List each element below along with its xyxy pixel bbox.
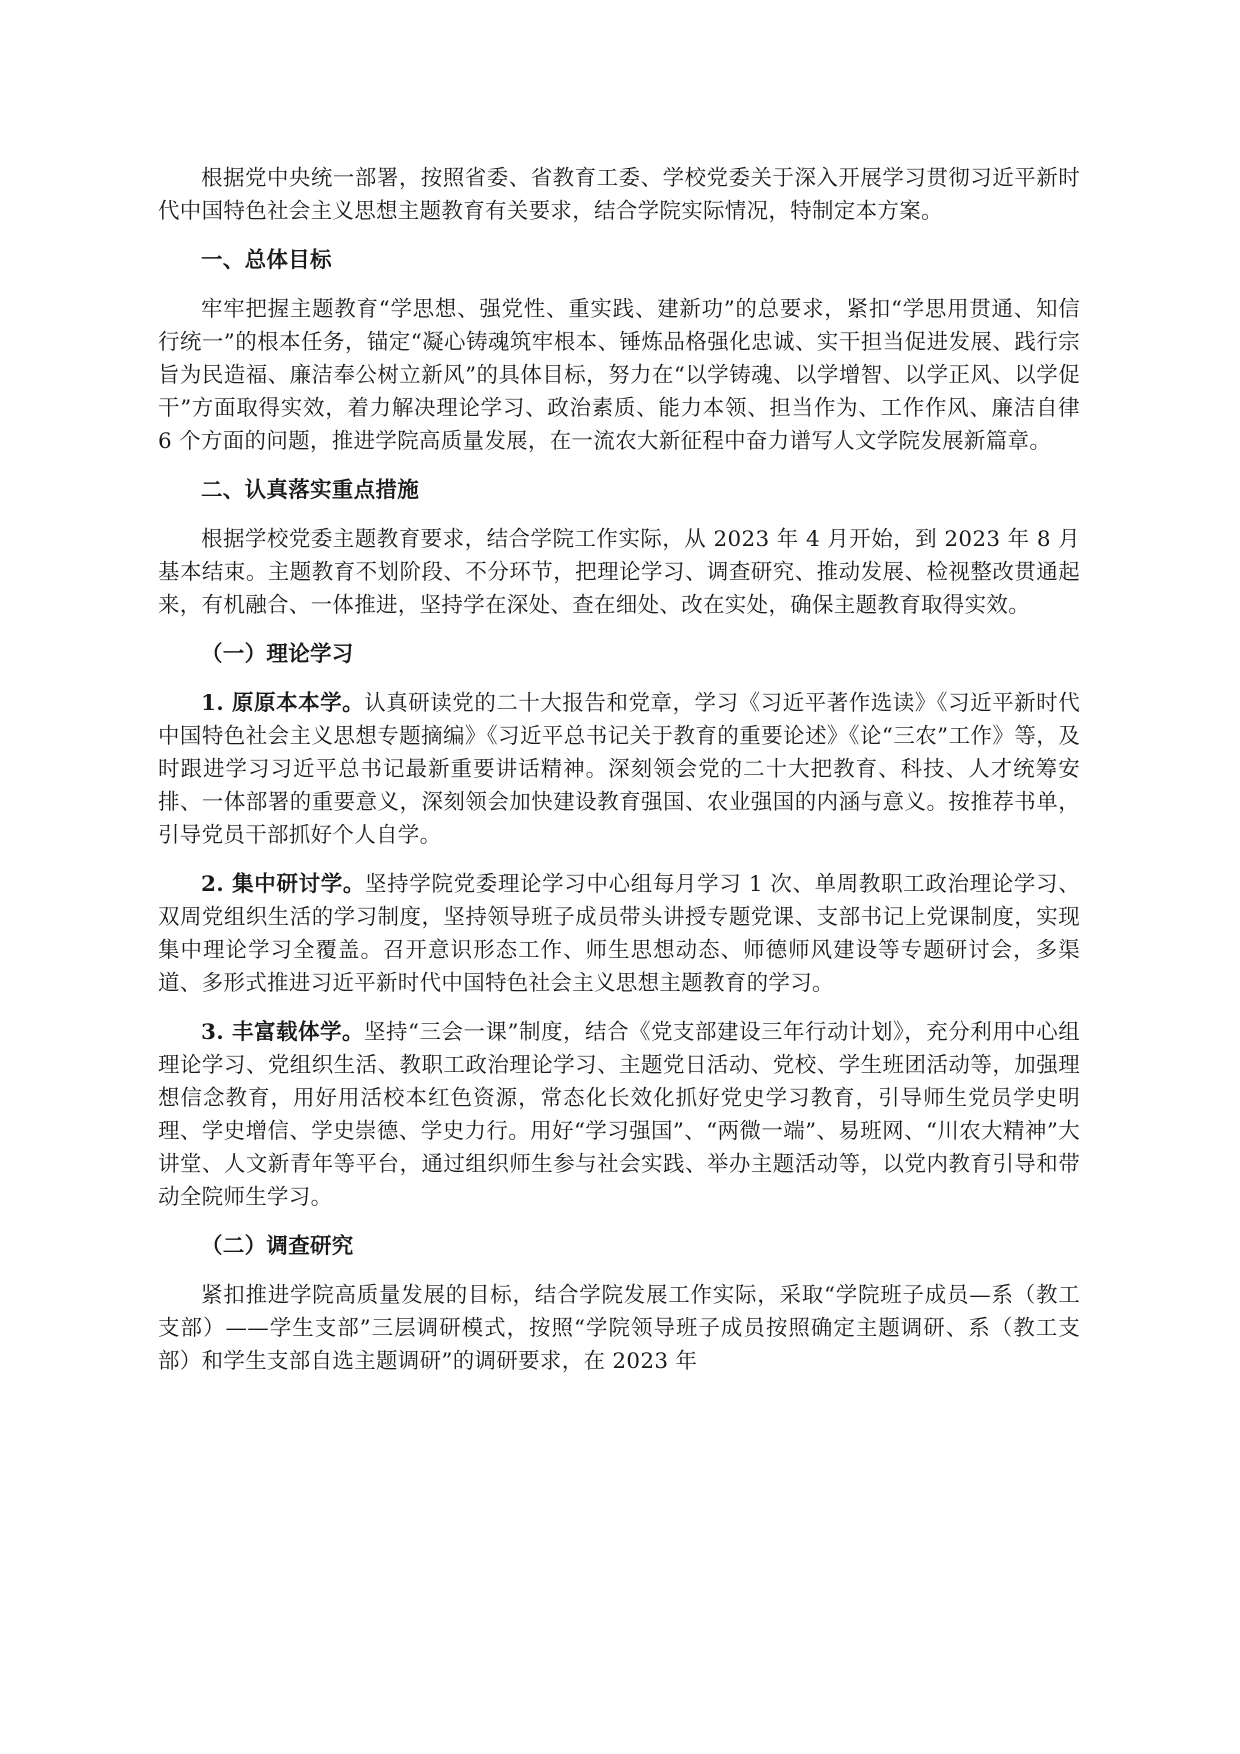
study-item-2-lead: 2. 集中研讨学。: [201, 872, 366, 897]
study-item-3-text: 坚持“三会一课”制度，结合《党支部建设三年行动计划》，充分利用中心组理论学习、党组织生活、教职工政治理论学习、主题党日活动、党校、学生班团活动等，加强理想信念教育，用好用活校本红色资源，常态化长效化抓好党史学习教育，引导师生党员学史明理、学史增信、学史崇德、学史力行。用好“学习强国”、“两微一端”、易班网、“川农大精神”大讲堂、人文新青年等平台，通过组织师生参与社会实践、举办主题活动等，以党内教育引导和带动全院师生学习。: [158, 1020, 1081, 1210]
study-item-1: [158, 687, 1080, 852]
study-item-3-lead: 3. 丰富载体学。: [201, 1020, 365, 1045]
study-item-1-text: 认真研读党的二十大报告和党章，学习《习近平著作选读》《习近平新时代中国特色社会主义思想专题摘编》《习近平总书记关于教育的重要论述》《论“三农”工作》等，及时跟进学习习近平总书记最新重要讲话精神。深刻领会党的二十大把教育、科技、人才统筹安排、一体部署的重要意义，深刻领会加快建设教育强国、农业强国的内涵与意义。按推荐书单，引导党员干部抓好个人自学。: [158, 691, 1080, 848]
research-paragraph: 紧扣推进学院高质量发展的目标，结合学院发展工作实际，采取“学院班子成员—系（教工支部）——学生支部”三层调研模式，按照“学院领导班子成员按照确定主题调研、系（教工支部）和学生支部自选主题调研”的调研要求，在 2023 年: [158, 1283, 1080, 1374]
study-item-1-lead: 1. 原原本本学。: [201, 691, 365, 716]
section-heading-overall-goal: 一、总体目标: [201, 248, 332, 273]
study-item-2-text: 坚持学院党委理论学习中心组每月学习 1 次、单周教职工政治理论学习、双周党组织生活的学习制度，坚持领导班子成员带头讲授专题党课、支部书记上党课制度，实现集中理论学习全覆盖。召开意识形态工作、师生思想动态、师德师风建设等专题研讨会，多渠道、多形式推进习近平新时代中国特色社会主义思想主题教育的学习。: [158, 872, 1080, 996]
subsection-heading-research: （二）调查研究: [201, 1234, 354, 1259]
key-measures-paragraph: 根据学校党委主题教育要求，结合学院工作实际，从 2023 年 4 月开始，到 2023 年 8 月基本结束。主题教育不划阶段、不分环节，把理论学习、调查研究、推动发展、检视整改贯通起来，有机融合、一体推进，坚持学在深处、查在细处、改在实处，确保主题教育取得实效。: [158, 527, 1080, 618]
subsection-heading-theory-study: （一）理论学习: [201, 642, 354, 667]
study-item-3: [158, 1016, 1080, 1214]
document-body: [158, 162, 1080, 1394]
study-item-2: [158, 868, 1080, 1000]
intro-paragraph: 根据党中央统一部署，按照省委、省教育工委、学校党委关于深入开展学习贯彻习近平新时代中国特色社会主义思想主题教育有关要求，结合学院实际情况，特制定本方案。: [158, 166, 1080, 224]
overall-goal-paragraph: 牢牢把握主题教育“学思想、强党性、重实践、建新功”的总要求，紧扣“学思用贯通、知信行统一”的根本任务，锚定“凝心铸魂筑牢根本、锤炼品格强化忠诚、实干担当促进发展、践行宗旨为民造福、廉洁奉公树立新风”的具体目标，努力在“以学铸魂、以学增智、以学正风、以学促干”方面取得实效，着力解决理论学习、政治素质、能力本领、担当作为、工作作风、廉洁自律 6 个方面的问题，推进学院高质量发展，在一流农大新征程中奋力谱写人文学院发展新篇章。: [158, 297, 1080, 454]
section-heading-key-measures: 二、认真落实重点措施: [201, 478, 420, 503]
